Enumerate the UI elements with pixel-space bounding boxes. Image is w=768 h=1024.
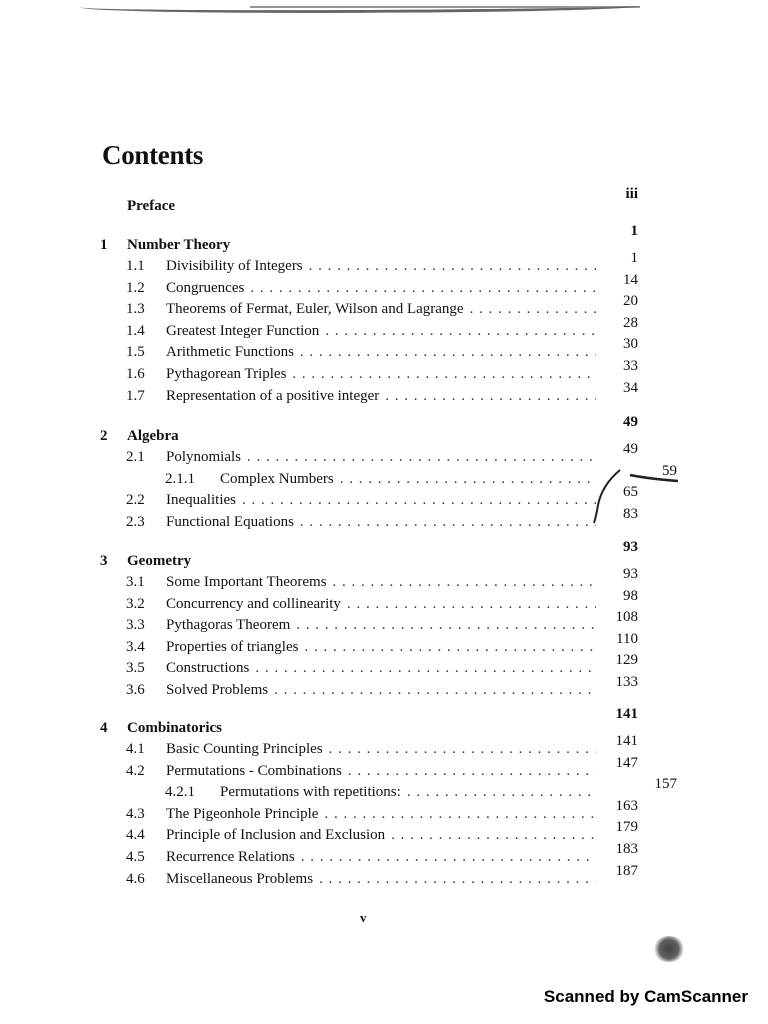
chapter-number: 2	[100, 428, 108, 444]
section-title: Inequalities	[166, 492, 236, 509]
section-title: Permutations with repetitions:	[220, 784, 401, 801]
section-title: Complex Numbers	[220, 470, 334, 487]
section-title: Concurrency and collinearity	[166, 595, 341, 612]
toc-section[interactable]	[126, 505, 638, 534]
chapter-heading[interactable]	[100, 414, 640, 448]
section-number: 2.2	[126, 492, 145, 509]
section-title: Representation of a positive integer	[166, 387, 380, 404]
section-number: 1.3	[126, 301, 145, 318]
dot-leader	[348, 763, 596, 780]
dot-leader	[292, 366, 596, 383]
dot-leader	[470, 301, 596, 318]
dot-leader	[274, 682, 596, 699]
section-title: Theorems of Fermat, Euler, Wilson and Lagrange	[166, 301, 464, 318]
section-page: 183	[615, 841, 638, 857]
section-title: Miscellaneous Problems	[166, 870, 314, 887]
section-number: 4.4	[126, 827, 145, 844]
page-folio: v	[360, 910, 367, 925]
section-number: 1.4	[126, 322, 145, 339]
section-title: Basic Counting Principles	[166, 741, 323, 757]
chapter-page: 1	[630, 223, 638, 239]
section-page: 179	[615, 819, 638, 836]
toc-section[interactable]	[126, 609, 638, 637]
dot-leader	[304, 639, 596, 656]
section-number: 1.6	[126, 366, 145, 382]
section-number: 1.7	[126, 387, 145, 404]
section-title: Divisibility of Integers	[166, 258, 303, 274]
toc-section[interactable]	[126, 841, 638, 869]
section-number: 3.5	[126, 660, 145, 677]
section-page: 20	[623, 293, 638, 310]
dot-leader	[301, 849, 596, 866]
preface-label: Preface	[127, 198, 176, 214]
preface-page: iii	[625, 186, 638, 202]
dot-leader	[340, 471, 596, 488]
section-title: Functional Equations	[166, 513, 294, 530]
dot-leader	[247, 449, 596, 466]
section-title: Pythagorean Triples	[166, 366, 287, 382]
section-title: Arithmetic Functions	[166, 344, 294, 361]
toc-section[interactable]	[126, 797, 638, 826]
section-title: Principle of Inclusion and Exclusion	[166, 827, 386, 844]
section-page: 98	[623, 587, 638, 604]
dot-leader	[333, 574, 596, 591]
dot-leader	[324, 806, 596, 823]
dot-leader	[385, 388, 596, 405]
section-page: 33	[623, 358, 638, 374]
dot-leader	[391, 827, 596, 844]
toc-section[interactable]	[126, 754, 638, 783]
page-title: Contents	[102, 140, 204, 170]
section-number: 4.2	[126, 762, 145, 779]
section-title: Solved Problems	[166, 682, 269, 698]
section-title: The Pigeonhole Principle	[166, 805, 319, 822]
dot-leader	[300, 344, 596, 361]
toc-section[interactable]	[126, 587, 638, 616]
section-title: Permutations - Combinations	[166, 762, 342, 779]
section-page: 110	[616, 630, 638, 647]
scan-edge-line	[250, 2, 640, 8]
dot-leader	[325, 323, 596, 340]
section-page: 28	[623, 314, 638, 331]
section-number: 1.2	[126, 279, 145, 296]
toc-section[interactable]	[126, 630, 638, 659]
scanner-watermark: Scanned by CamScanner	[543, 987, 748, 1006]
chapter-title: Algebra	[127, 428, 179, 444]
section-number: 3.6	[126, 682, 145, 698]
section-number: 3.2	[126, 595, 145, 612]
dot-leader	[309, 258, 596, 275]
section-page: 129	[615, 652, 638, 669]
section-number: 1.5	[126, 344, 145, 361]
dot-leader	[347, 596, 596, 613]
section-page: 147	[615, 754, 638, 771]
section-page: 14	[623, 271, 638, 288]
toc-section[interactable]	[126, 566, 638, 594]
chapter-page: 93	[623, 539, 638, 555]
toc-section[interactable]	[126, 441, 638, 469]
dot-leader	[296, 617, 596, 634]
section-page: 157	[654, 776, 677, 793]
toc-section[interactable]	[126, 271, 638, 300]
dot-leader	[329, 741, 596, 758]
chapter-page: 49	[623, 414, 638, 430]
chapter-title: Geometry	[127, 553, 192, 569]
section-page: 30	[623, 336, 638, 353]
toc-section[interactable]	[126, 674, 638, 702]
section-page: 141	[615, 733, 638, 749]
toc-section[interactable]	[126, 293, 638, 321]
section-page: 133	[615, 674, 638, 690]
section-number: 4.6	[126, 870, 145, 887]
toc-section[interactable]	[126, 314, 638, 343]
toc-section[interactable]	[126, 358, 638, 386]
section-number: 1.1	[126, 258, 145, 274]
section-number: 2.3	[126, 513, 145, 530]
section-title: Congruences	[166, 279, 245, 296]
section-page: 187	[615, 862, 638, 879]
scan-stain	[652, 936, 686, 962]
section-title: Polynomials	[166, 449, 242, 465]
dot-leader	[242, 492, 596, 509]
toc-section[interactable]	[126, 819, 638, 847]
chapter-heading[interactable]	[100, 706, 640, 740]
section-number: 4.2.1	[165, 784, 195, 801]
dot-leader	[255, 660, 596, 677]
section-page: 108	[615, 609, 638, 626]
section-number: 3.1	[126, 574, 145, 590]
chapter-title: Combinatorics	[127, 720, 222, 736]
toc-section[interactable]	[126, 336, 638, 364]
section-page: 1	[630, 250, 638, 266]
section-number: 4.5	[126, 849, 145, 865]
section-number: 4.3	[126, 805, 145, 822]
toc-section[interactable]	[126, 484, 638, 512]
section-number: 4.1	[126, 741, 145, 757]
section-number: 2.1.1	[165, 470, 195, 487]
chapter-number: 4	[100, 720, 108, 736]
section-page: 83	[623, 505, 638, 522]
toc-subsection[interactable]	[165, 776, 677, 804]
section-number: 3.4	[126, 638, 145, 655]
toc-section[interactable]	[126, 733, 638, 761]
dot-leader	[300, 514, 596, 531]
section-page: 163	[615, 797, 638, 814]
section-page: 59	[662, 462, 677, 479]
section-title: Pythagoras Theorem	[166, 617, 291, 634]
dot-leader	[407, 784, 596, 801]
chapter-title: Number Theory	[127, 237, 231, 253]
section-title: Constructions	[166, 660, 250, 677]
section-number: 2.1	[126, 449, 145, 465]
dot-leader	[250, 280, 596, 297]
chapter-number: 1	[100, 237, 108, 253]
section-page: 65	[623, 484, 638, 501]
toc-section[interactable]	[126, 379, 638, 408]
section-page: 93	[623, 566, 638, 582]
section-title: Greatest Integer Function	[166, 322, 320, 339]
section-title: Recurrence Relations	[166, 849, 295, 865]
toc-section[interactable]	[126, 652, 638, 680]
toc-section[interactable]	[126, 862, 638, 891]
section-number: 3.3	[126, 617, 145, 634]
toc-section[interactable]	[126, 250, 638, 278]
chapter-heading[interactable]	[100, 223, 640, 257]
section-page: 49	[623, 441, 638, 457]
chapter-heading[interactable]	[100, 539, 640, 573]
chapter-number: 3	[100, 553, 108, 569]
section-title: Some Important Theorems	[166, 574, 327, 590]
toc-subsection[interactable]	[165, 462, 677, 491]
section-page: 34	[623, 379, 638, 396]
section-title: Properties of triangles	[166, 638, 299, 655]
chapter-page: 141	[615, 706, 638, 722]
dot-leader	[319, 871, 596, 888]
